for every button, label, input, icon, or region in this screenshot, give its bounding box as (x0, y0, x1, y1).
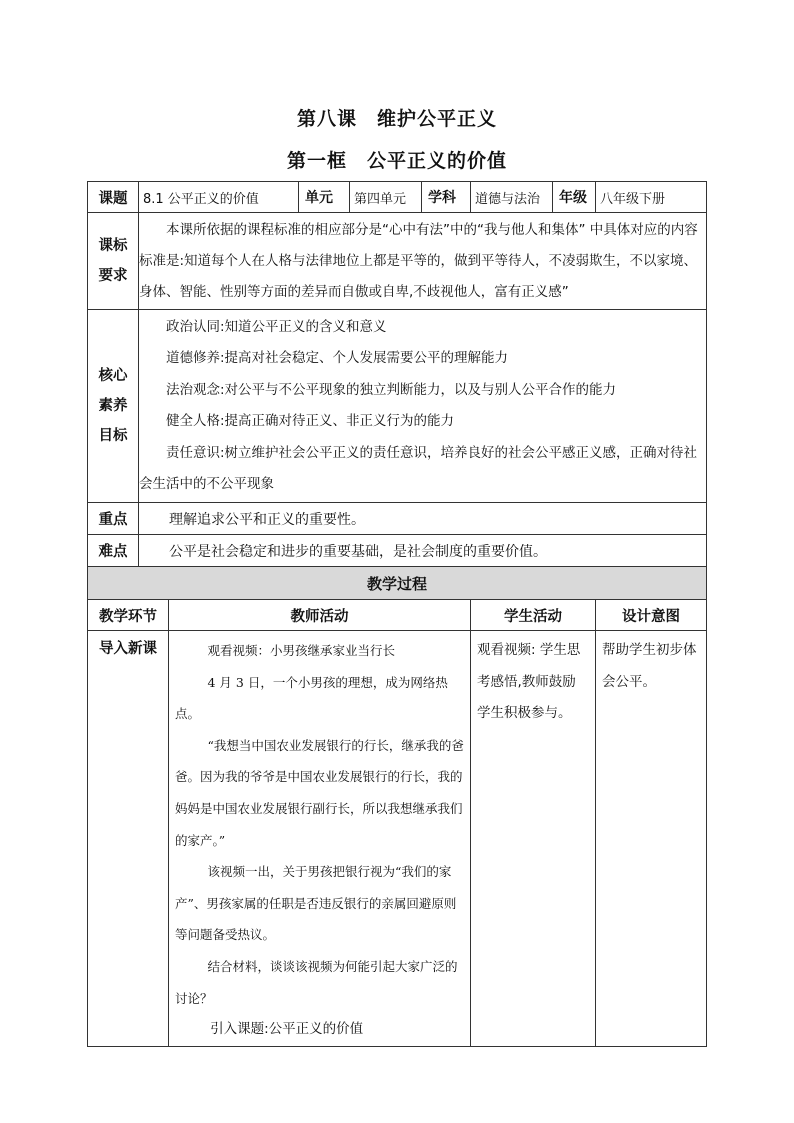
literacy-label (88, 310, 139, 503)
grade-label: 年级 (553, 182, 596, 213)
standard-label-line-1: 课标 (98, 238, 128, 254)
literacy-label-line-2: 素养 (98, 398, 128, 414)
topic-value: 8.1 公平正义的价值 (139, 182, 299, 213)
col-student: 学生活动 (471, 600, 596, 631)
col-intent: 设计意图 (596, 600, 707, 631)
frame-title: 第一框 公平正义的价值 (286, 150, 507, 172)
literacy-label-line-1: 核心 (98, 368, 128, 384)
subject-label: 学科 (422, 182, 471, 213)
header-row (88, 182, 707, 213)
teacher-line: 引入课题:公平正义的价值 (210, 1021, 364, 1038)
unit-label: 单元 (299, 182, 350, 213)
col-teacher: 教师活动 (169, 600, 471, 631)
literacy-row (88, 310, 707, 503)
standard-text: 本课所依据的课程标准的相应部分是“心中有法”中的“我与他人和集体” 中具体对应的内容标准是:知道每个人在人格与法律地位上都是平等的，做到平等待人，不凌弱欺生，不以家境、身体、智能、性别等方面的差异而自傲或自卑,不歧视他人，富有正义感” (139, 213, 707, 310)
key-point-row (88, 503, 707, 535)
goal-item: 政治认同:知道公平正义的含义和意义 (166, 318, 387, 335)
goal-item: 健全人格:提高正确对待正义、非正义行为的能力 (166, 413, 455, 429)
design-intent: 帮助学生初步体会公平。 (596, 631, 707, 1047)
teacher-line: 结合材料，谈谈该视频为何能引起大家广泛的讨论？ (175, 958, 458, 1006)
standard-row (88, 213, 707, 310)
process-section-row (88, 567, 707, 600)
literacy-label-line-3: 目标 (98, 428, 128, 444)
stage-cell: 导入新课 (88, 631, 169, 1047)
standard-label-line-2: 要求 (98, 268, 128, 284)
topic-label: 课题 (88, 182, 139, 213)
lesson-title: 第八课 维护公平正义 (296, 108, 497, 130)
grade-value: 八年级下册 (596, 182, 707, 213)
unit-value: 第四单元 (350, 182, 422, 213)
student-activity: 观看视频: 学生思考感悟,教师鼓励学生积极参与。 (471, 631, 596, 1047)
difficult-point-text: 公平是社会稳定和进步的重要基础，是社会制度的重要价值。 (139, 535, 707, 567)
teacher-line: 4 月 3 日，一个小男孩的理想，成为网络热点。 (175, 674, 448, 722)
goal-item: 责任意识:树立维护社会公平正义的责任意识，培养良好的社会公平感正义感，正确对待社会生活中的不公平现象 (139, 444, 698, 492)
key-point-text: 理解追求公平和正义的重要性。 (139, 503, 707, 535)
standard-label (88, 213, 139, 310)
key-point-label: 重点 (88, 503, 139, 535)
subject-value: 道德与法治 (471, 182, 553, 213)
teacher-line: 该视频一出，关于男孩把银行视为“我们的家产”、男孩家属的任职是否违反银行的亲属回避原则等问题备受热议。 (175, 864, 457, 943)
teacher-line: 观看视频：小男孩继承家业当行长 (207, 643, 396, 658)
difficult-point-row (88, 535, 707, 567)
col-stage: 教学环节 (88, 600, 169, 631)
lesson-plan-table (87, 181, 707, 1047)
process-section-title: 教学过程 (88, 567, 707, 600)
process-row-intro (88, 631, 707, 1047)
goal-item: 法治观念:对公平与不公平现象的独立判断能力，以及与别人公平合作的能力 (166, 381, 617, 398)
teacher-activity (169, 631, 471, 1047)
process-header-row (88, 600, 707, 631)
literacy-goals (139, 310, 707, 503)
teacher-line: “我想当中国农业发展银行的行长，继承我的爸爸。因为我的爷爷是中国农业发展银行的行长，我的妈妈是中国农业发展银行副行长，所以我想继承我们的家产。” (175, 737, 464, 848)
goal-item: 道德修养:提高对社会稳定、个人发展需要公平的理解能力 (166, 350, 509, 366)
difficult-point-label: 难点 (88, 535, 139, 567)
